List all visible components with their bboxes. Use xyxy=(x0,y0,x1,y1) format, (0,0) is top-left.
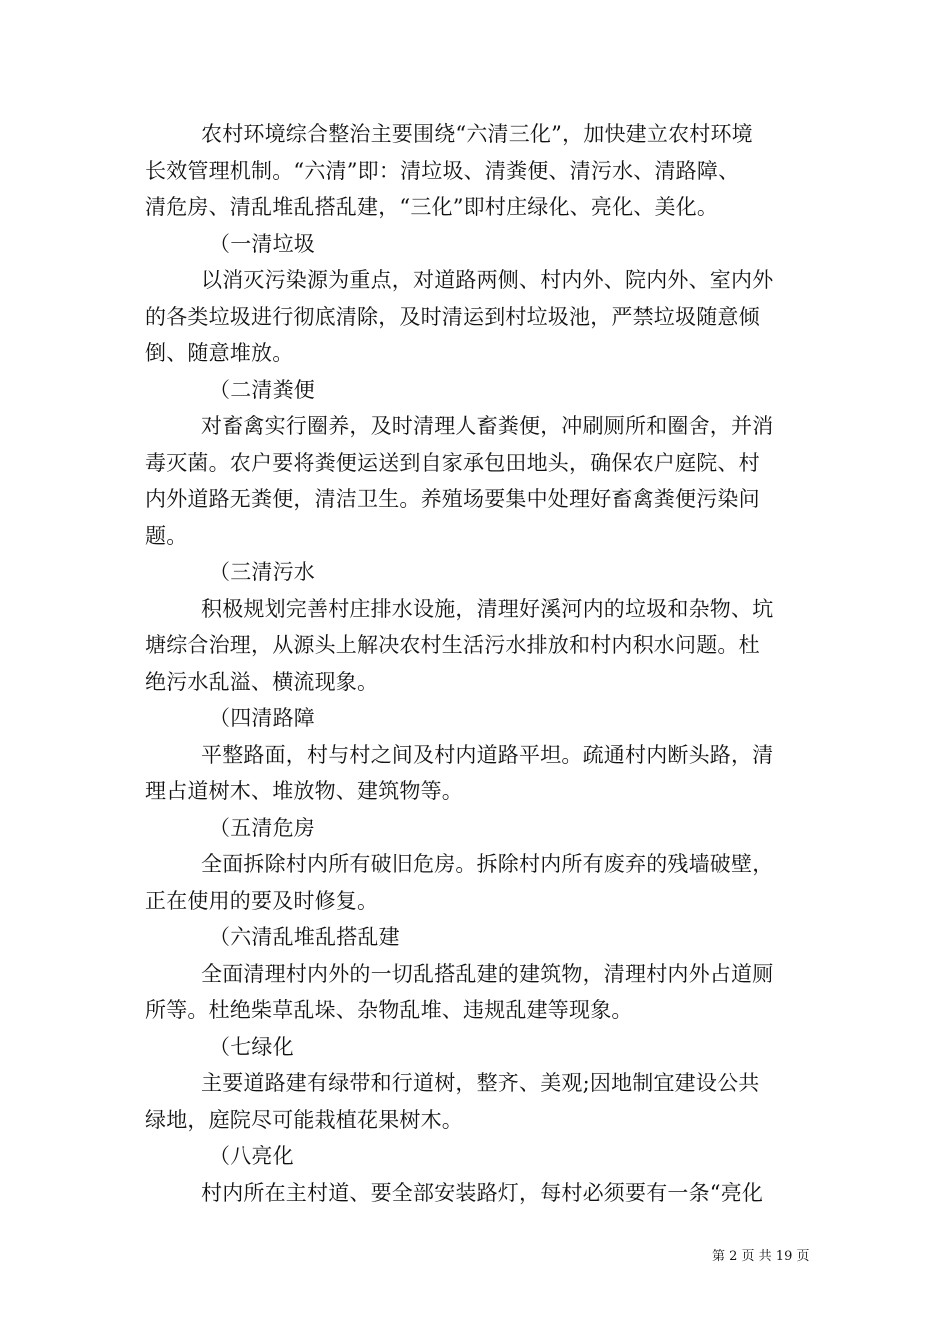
text-line: 倒、随意堆放。 xyxy=(145,341,294,365)
section-heading: （三清污水 xyxy=(209,560,315,584)
text-line: 绿地，庭院尽可能栽植花果树木。 xyxy=(145,1107,463,1132)
text-line: 题。 xyxy=(145,523,188,548)
body-text xyxy=(145,116,810,1211)
text-line: 村内所在主村道、要全部安装路灯，每村必须要有一条“亮化 xyxy=(201,1180,764,1205)
section-heading: （七绿化 xyxy=(209,1034,294,1059)
text-line: 对畜禽实行圈养，及时清理人畜粪便，冲刷厕所和圈舍，并消 xyxy=(201,414,774,438)
text-line: 全面清理村内外的一切乱搭乱建的建筑物，清理村内外占道厕 xyxy=(201,961,774,986)
text-line: 正在使用的要及时修复。 xyxy=(145,888,379,913)
text-line: 农村环境综合整治主要围绕“六清三化”，加快建立农村环境 xyxy=(201,122,753,146)
text-line: 塘综合治理，从源头上解决农村生活污水排放和村内积水问题。杜 xyxy=(145,633,760,657)
text-line: 长效管理机制。“六清”即：清垃圾、清粪便、清污水、清路障、 xyxy=(145,158,740,183)
section-heading: （五清危房 xyxy=(209,815,315,840)
page-footer: 第 2 页 共 19 页 xyxy=(712,1249,810,1264)
text-line: 毒灭菌。农户要将粪便运送到自家承包田地头，确保农户庭院、村 xyxy=(145,450,760,475)
text-line: 绝污水乱溢、横流现象。 xyxy=(145,669,379,694)
section-heading: （六清乱堆乱搭乱建 xyxy=(209,925,400,949)
text-line: 平整路面，村与村之间及村内道路平坦。疏通村内断头路，清 xyxy=(201,742,774,767)
section-heading: （四清路障 xyxy=(209,706,315,730)
text-line: 内外道路无粪便，清洁卫生。养殖场要集中处理好畜禽粪便污染问 xyxy=(145,487,760,511)
section-heading: （一清垃圾 xyxy=(209,231,315,256)
text-line: 清危房、清乱堆乱搭乱建，“三化”即村庄绿化、亮化、美化。 xyxy=(145,195,719,219)
text-line: 所等。杜绝柴草乱垛、杂物乱堆、违规乱建等现象。 xyxy=(145,998,633,1022)
section-heading: （二清粪便 xyxy=(209,377,315,402)
text-line: 积极规划完善村庄排水设施，清理好溪河内的垃圾和杂物、坑 xyxy=(201,596,774,621)
text-line: 主要道路建有绿带和行道树，整齐、美观;因地制宜建设公共 xyxy=(201,1071,760,1095)
text-line: 理占道树木、堆放物、建筑物等。 xyxy=(145,779,463,803)
text-line: 全面拆除村内所有破旧危房。拆除村内所有废弃的残墙破壁， xyxy=(201,852,774,876)
text-line: 的各类垃圾进行彻底清除，及时清运到村垃圾池，严禁垃圾随意倾 xyxy=(145,304,760,329)
text-line: 以消灭污染源为重点，对道路两侧、村内外、院内外、室内外 xyxy=(201,268,774,292)
section-heading: （八亮化 xyxy=(209,1144,294,1168)
